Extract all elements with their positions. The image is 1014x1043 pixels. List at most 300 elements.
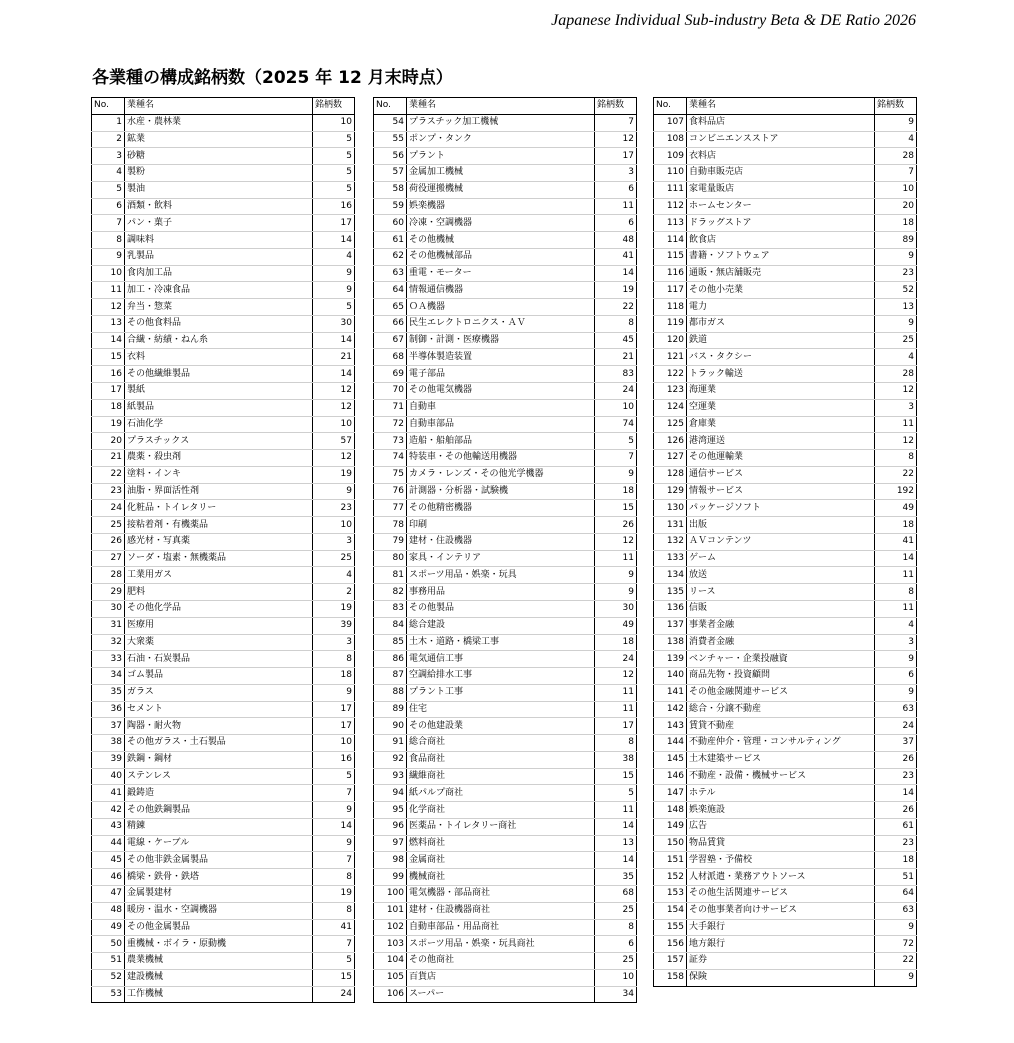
stock-count-cell: 38: [595, 751, 637, 768]
table-row: [92, 986, 355, 1003]
row-number-cell: 88: [374, 684, 407, 701]
table-row: [654, 835, 917, 852]
stock-count-cell: 52: [875, 282, 917, 299]
table-row: [92, 483, 355, 500]
stock-count-cell: 8: [875, 450, 917, 467]
table-row: [374, 450, 637, 467]
row-number-cell: 111: [654, 181, 687, 198]
industry-name-cell: パン・菓子: [125, 215, 313, 232]
row-number-cell: 54: [374, 114, 407, 131]
row-number-cell: 158: [654, 969, 687, 986]
row-number-cell: 77: [374, 500, 407, 517]
stock-count-cell: 6: [595, 181, 637, 198]
row-number-cell: 84: [374, 617, 407, 634]
industry-name-cell: 金属製建材: [125, 885, 313, 902]
row-number-cell: 79: [374, 533, 407, 550]
industry-name-cell: 信販: [687, 600, 875, 617]
row-number-cell: 21: [92, 450, 125, 467]
row-number-cell: 141: [654, 684, 687, 701]
industry-name-cell: 陶器・耐火物: [125, 718, 313, 735]
table-row: [654, 735, 917, 752]
industry-name-cell: 鍛鋳造: [125, 785, 313, 802]
industry-name-cell: 娯楽機器: [407, 198, 595, 215]
stock-count-cell: 19: [313, 466, 355, 483]
industry-name-cell: 自動車部品・用品商社: [407, 919, 595, 936]
industry-name-cell: 油脂・界面活性剤: [125, 483, 313, 500]
industry-name-cell: 民生エレクトロニクス・ＡＶ: [407, 315, 595, 332]
table-row: [374, 533, 637, 550]
row-number-cell: 95: [374, 802, 407, 819]
row-number-cell: 16: [92, 366, 125, 383]
row-number-cell: 52: [92, 969, 125, 986]
table-row: [374, 500, 637, 517]
table-row: [374, 181, 637, 198]
industry-name-cell: その他小売業: [687, 282, 875, 299]
industry-name-cell: コンビニエンスストア: [687, 131, 875, 148]
stock-count-cell: 25: [313, 550, 355, 567]
table-row: [374, 818, 637, 835]
row-number-cell: 71: [374, 399, 407, 416]
industry-name-cell: 製油: [125, 181, 313, 198]
table-row: [92, 600, 355, 617]
row-number-cell: 12: [92, 299, 125, 316]
row-number-cell: 110: [654, 165, 687, 182]
table-header-row: [374, 98, 637, 115]
stock-count-cell: 41: [313, 919, 355, 936]
table-row: [374, 668, 637, 685]
row-number-cell: 151: [654, 852, 687, 869]
stock-count-cell: 37: [875, 735, 917, 752]
stock-count-cell: 19: [313, 885, 355, 902]
industry-name-cell: その他金属製品: [125, 919, 313, 936]
stock-count-cell: 30: [595, 600, 637, 617]
row-number-cell: 44: [92, 835, 125, 852]
row-number-cell: 94: [374, 785, 407, 802]
stock-count-cell: 12: [595, 533, 637, 550]
industry-name-cell: ホテル: [687, 785, 875, 802]
column-header-count: 銘柄数: [875, 98, 917, 115]
stock-count-cell: 74: [595, 416, 637, 433]
row-number-cell: 20: [92, 433, 125, 450]
industry-name-cell: 証券: [687, 953, 875, 970]
table-row: [374, 852, 637, 869]
row-number-cell: 149: [654, 818, 687, 835]
industry-name-cell: 情報通信機器: [407, 282, 595, 299]
column-header-no: No.: [654, 98, 687, 115]
industry-name-cell: ゴム製品: [125, 668, 313, 685]
stock-count-cell: 9: [875, 315, 917, 332]
row-number-cell: 35: [92, 684, 125, 701]
row-number-cell: 1: [92, 114, 125, 131]
stock-count-cell: 15: [313, 969, 355, 986]
table-row: [654, 885, 917, 902]
row-number-cell: 82: [374, 584, 407, 601]
stock-count-cell: 49: [875, 500, 917, 517]
industry-name-cell: その他電気機器: [407, 383, 595, 400]
industry-name-cell: 工作機械: [125, 986, 313, 1003]
industry-name-cell: その他生活関連サービス: [687, 885, 875, 902]
industry-name-cell: その他金融関連サービス: [687, 684, 875, 701]
industry-name-cell: 感光材・写真薬: [125, 533, 313, 550]
industry-name-cell: ベンチャー・企業投融資: [687, 651, 875, 668]
stock-count-cell: 12: [875, 383, 917, 400]
industry-name-cell: 総合商社: [407, 735, 595, 752]
row-number-cell: 118: [654, 299, 687, 316]
table-row: [374, 131, 637, 148]
industry-name-cell: 出版: [687, 517, 875, 534]
stock-count-cell: 14: [875, 550, 917, 567]
stock-count-cell: 49: [595, 617, 637, 634]
stock-count-cell: 14: [595, 852, 637, 869]
stock-count-cell: 2: [313, 584, 355, 601]
table-row: [654, 232, 917, 249]
stock-count-cell: 5: [595, 785, 637, 802]
stock-count-cell: 8: [313, 902, 355, 919]
table-row: [654, 567, 917, 584]
stock-count-cell: 10: [313, 416, 355, 433]
row-number-cell: 11: [92, 282, 125, 299]
row-number-cell: 75: [374, 466, 407, 483]
row-number-cell: 142: [654, 701, 687, 718]
industry-name-cell: 広告: [687, 818, 875, 835]
industry-name-cell: 事業者金融: [687, 617, 875, 634]
stock-count-cell: 18: [875, 215, 917, 232]
stock-count-cell: 63: [875, 902, 917, 919]
industry-name-cell: ホームセンター: [687, 198, 875, 215]
stock-count-cell: 41: [875, 533, 917, 550]
stock-count-cell: 24: [875, 718, 917, 735]
stock-count-cell: 11: [875, 416, 917, 433]
table-row: [92, 399, 355, 416]
table-row: [654, 668, 917, 685]
table-row: [374, 802, 637, 819]
row-number-cell: 57: [374, 165, 407, 182]
stock-count-cell: 16: [313, 198, 355, 215]
table-row: [374, 768, 637, 785]
table-row: [374, 265, 637, 282]
table-row: [374, 114, 637, 131]
table-row: [92, 802, 355, 819]
table-row: [374, 684, 637, 701]
row-number-cell: 64: [374, 282, 407, 299]
stock-count-cell: 14: [313, 332, 355, 349]
industry-name-cell: ゲーム: [687, 550, 875, 567]
stock-count-cell: 23: [875, 835, 917, 852]
row-number-cell: 101: [374, 902, 407, 919]
row-number-cell: 59: [374, 198, 407, 215]
stock-count-cell: 22: [595, 299, 637, 316]
table-row: [92, 248, 355, 265]
industry-name-cell: 不動産・設備・機械サービス: [687, 768, 875, 785]
row-number-cell: 38: [92, 735, 125, 752]
industry-name-cell: 鉄鋼・鋼材: [125, 751, 313, 768]
industry-name-cell: 医薬品・トイレタリー商社: [407, 818, 595, 835]
stock-count-cell: 7: [313, 936, 355, 953]
table-row: [92, 969, 355, 986]
row-number-cell: 55: [374, 131, 407, 148]
industry-name-cell: 建設機械: [125, 969, 313, 986]
row-number-cell: 97: [374, 835, 407, 852]
stock-count-cell: 6: [595, 936, 637, 953]
stock-count-cell: 9: [875, 651, 917, 668]
row-number-cell: 67: [374, 332, 407, 349]
table-row: [92, 919, 355, 936]
table-row: [654, 483, 917, 500]
industry-name-cell: ドラッグストア: [687, 215, 875, 232]
stock-count-cell: 24: [313, 986, 355, 1003]
table-row: [654, 818, 917, 835]
row-number-cell: 92: [374, 751, 407, 768]
table-row: [374, 466, 637, 483]
table-row: [374, 349, 637, 366]
stock-count-cell: 17: [595, 148, 637, 165]
stock-count-cell: 5: [313, 181, 355, 198]
stock-count-cell: 24: [595, 383, 637, 400]
table-row: [374, 282, 637, 299]
industry-name-cell: 大手銀行: [687, 919, 875, 936]
row-number-cell: 13: [92, 315, 125, 332]
industry-name-cell: 自動車: [407, 399, 595, 416]
table-row: [654, 366, 917, 383]
row-number-cell: 56: [374, 148, 407, 165]
industry-name-cell: その他食料品: [125, 315, 313, 332]
industry-name-cell: 書籍・ソフトウェア: [687, 248, 875, 265]
row-number-cell: 156: [654, 936, 687, 953]
industry-name-cell: 大衆薬: [125, 634, 313, 651]
industry-name-cell: 事務用品: [407, 584, 595, 601]
stock-count-cell: 8: [875, 584, 917, 601]
industry-name-cell: その他商社: [407, 953, 595, 970]
industry-name-cell: 娯楽施設: [687, 802, 875, 819]
row-number-cell: 104: [374, 953, 407, 970]
table-row: [654, 416, 917, 433]
table-row: [92, 768, 355, 785]
industry-name-cell: ポンプ・タンク: [407, 131, 595, 148]
table-row: [92, 165, 355, 182]
row-number-cell: 105: [374, 969, 407, 986]
table-row: [654, 466, 917, 483]
industry-name-cell: 金属商社: [407, 852, 595, 869]
industry-name-cell: 重電・モーター: [407, 265, 595, 282]
stock-count-cell: 14: [313, 366, 355, 383]
table-row: [92, 735, 355, 752]
row-number-cell: 113: [654, 215, 687, 232]
stock-count-cell: 72: [875, 936, 917, 953]
row-number-cell: 72: [374, 416, 407, 433]
table-row: [654, 785, 917, 802]
industry-name-cell: 電力: [687, 299, 875, 316]
table-row: [374, 215, 637, 232]
industry-name-cell: 製粉: [125, 165, 313, 182]
industry-name-cell: バス・タクシー: [687, 349, 875, 366]
industry-name-cell: 港湾運送: [687, 433, 875, 450]
industry-name-cell: 鉄道: [687, 332, 875, 349]
stock-count-cell: 11: [875, 567, 917, 584]
table-row: [654, 517, 917, 534]
stock-count-cell: 6: [875, 668, 917, 685]
stock-count-cell: 48: [595, 232, 637, 249]
table-row: [92, 567, 355, 584]
industry-name-cell: その他非鉄金属製品: [125, 852, 313, 869]
industry-name-cell: 物品賃貸: [687, 835, 875, 852]
industry-name-cell: 通販・無店舗販売: [687, 265, 875, 282]
industry-name-cell: 造船・船舶部品: [407, 433, 595, 450]
table-row: [92, 181, 355, 198]
table-row: [374, 248, 637, 265]
stock-count-cell: 23: [313, 500, 355, 517]
row-number-cell: 80: [374, 550, 407, 567]
table-row: [374, 550, 637, 567]
table-row: [374, 701, 637, 718]
row-number-cell: 152: [654, 869, 687, 886]
stock-count-cell: 5: [313, 299, 355, 316]
industry-name-cell: 家具・インテリア: [407, 550, 595, 567]
stock-count-cell: 39: [313, 617, 355, 634]
column-header-count: 銘柄数: [595, 98, 637, 115]
industry-name-cell: ガラス: [125, 684, 313, 701]
table-row: [374, 399, 637, 416]
row-number-cell: 112: [654, 198, 687, 215]
industry-name-cell: 放送: [687, 567, 875, 584]
row-number-cell: 125: [654, 416, 687, 433]
column-header-count: 銘柄数: [313, 98, 355, 115]
row-number-cell: 4: [92, 165, 125, 182]
stock-count-cell: 63: [875, 701, 917, 718]
stock-count-cell: 4: [313, 248, 355, 265]
industry-name-cell: 酒類・飲料: [125, 198, 313, 215]
industry-name-cell: 総合建設: [407, 617, 595, 634]
industry-name-cell: 保険: [687, 969, 875, 986]
stock-count-cell: 18: [595, 483, 637, 500]
table-row: [654, 215, 917, 232]
stock-count-cell: 8: [595, 919, 637, 936]
stock-count-cell: 57: [313, 433, 355, 450]
stock-count-cell: 68: [595, 885, 637, 902]
row-number-cell: 128: [654, 466, 687, 483]
table-row: [374, 835, 637, 852]
industry-name-cell: その他鉄鋼製品: [125, 802, 313, 819]
industry-name-cell: 農薬・殺虫剤: [125, 450, 313, 467]
row-number-cell: 106: [374, 986, 407, 1003]
row-number-cell: 114: [654, 232, 687, 249]
row-number-cell: 147: [654, 785, 687, 802]
industry-table-3: [653, 97, 917, 987]
stock-count-cell: 21: [595, 349, 637, 366]
stock-count-cell: 28: [875, 366, 917, 383]
table-row: [92, 148, 355, 165]
table-row: [92, 282, 355, 299]
table-row: [654, 399, 917, 416]
industry-name-cell: 電子部品: [407, 366, 595, 383]
row-number-cell: 8: [92, 232, 125, 249]
row-number-cell: 69: [374, 366, 407, 383]
stock-count-cell: 51: [875, 869, 917, 886]
table-row: [92, 500, 355, 517]
stock-count-cell: 5: [313, 148, 355, 165]
stock-count-cell: 9: [595, 567, 637, 584]
stock-count-cell: 23: [875, 265, 917, 282]
row-number-cell: 23: [92, 483, 125, 500]
table-row: [654, 936, 917, 953]
row-number-cell: 109: [654, 148, 687, 165]
table-row: [374, 148, 637, 165]
industry-name-cell: 自動車部品: [407, 416, 595, 433]
row-number-cell: 47: [92, 885, 125, 902]
stock-count-cell: 9: [313, 684, 355, 701]
column-header-no: No.: [92, 98, 125, 115]
row-number-cell: 30: [92, 600, 125, 617]
table-row: [654, 165, 917, 182]
industry-name-cell: ソーダ・塩素・無機薬品: [125, 550, 313, 567]
industry-name-cell: 通信サービス: [687, 466, 875, 483]
industry-name-cell: 印刷: [407, 517, 595, 534]
row-number-cell: 81: [374, 567, 407, 584]
industry-name-cell: 飲食店: [687, 232, 875, 249]
row-number-cell: 17: [92, 383, 125, 400]
industry-name-cell: 自動車販売店: [687, 165, 875, 182]
industry-name-cell: 合繊・紡績・ねん糸: [125, 332, 313, 349]
industry-name-cell: 肥料: [125, 584, 313, 601]
stock-count-cell: 10: [875, 181, 917, 198]
table-row: [374, 232, 637, 249]
table-row: [92, 718, 355, 735]
table-row: [374, 165, 637, 182]
industry-name-cell: 計測器・分析器・試験機: [407, 483, 595, 500]
row-number-cell: 9: [92, 248, 125, 265]
stock-count-cell: 14: [875, 785, 917, 802]
industry-table-2: [373, 97, 637, 1003]
table-row: [92, 366, 355, 383]
row-number-cell: 102: [374, 919, 407, 936]
industry-name-cell: セメント: [125, 701, 313, 718]
table-row: [92, 852, 355, 869]
row-number-cell: 155: [654, 919, 687, 936]
industry-table-1: [91, 97, 355, 1003]
table-row: [92, 383, 355, 400]
stock-count-cell: 13: [875, 299, 917, 316]
industry-name-cell: 電気機器・部品商社: [407, 885, 595, 902]
industry-name-cell: 空調給排水工事: [407, 668, 595, 685]
stock-count-cell: 10: [313, 114, 355, 131]
table-row: [654, 349, 917, 366]
stock-count-cell: 15: [595, 500, 637, 517]
table-row: [374, 869, 637, 886]
table-row: [374, 198, 637, 215]
industry-name-cell: 製紙: [125, 383, 313, 400]
document-header-title: Japanese Individual Sub-industry Beta & DE Ratio 2026: [551, 12, 916, 29]
industry-name-cell: 食品商社: [407, 751, 595, 768]
row-number-cell: 15: [92, 349, 125, 366]
stock-count-cell: 5: [595, 433, 637, 450]
stock-count-cell: 9: [313, 483, 355, 500]
table-row: [92, 584, 355, 601]
stock-count-cell: 17: [313, 215, 355, 232]
row-number-cell: 41: [92, 785, 125, 802]
row-number-cell: 130: [654, 500, 687, 517]
row-number-cell: 108: [654, 131, 687, 148]
row-number-cell: 34: [92, 668, 125, 685]
table-row: [654, 969, 917, 986]
row-number-cell: 86: [374, 651, 407, 668]
row-number-cell: 32: [92, 634, 125, 651]
row-number-cell: 154: [654, 902, 687, 919]
row-number-cell: 68: [374, 349, 407, 366]
stock-count-cell: 10: [313, 735, 355, 752]
stock-count-cell: 11: [595, 550, 637, 567]
table-row: [374, 567, 637, 584]
row-number-cell: 90: [374, 718, 407, 735]
table-row: [92, 885, 355, 902]
